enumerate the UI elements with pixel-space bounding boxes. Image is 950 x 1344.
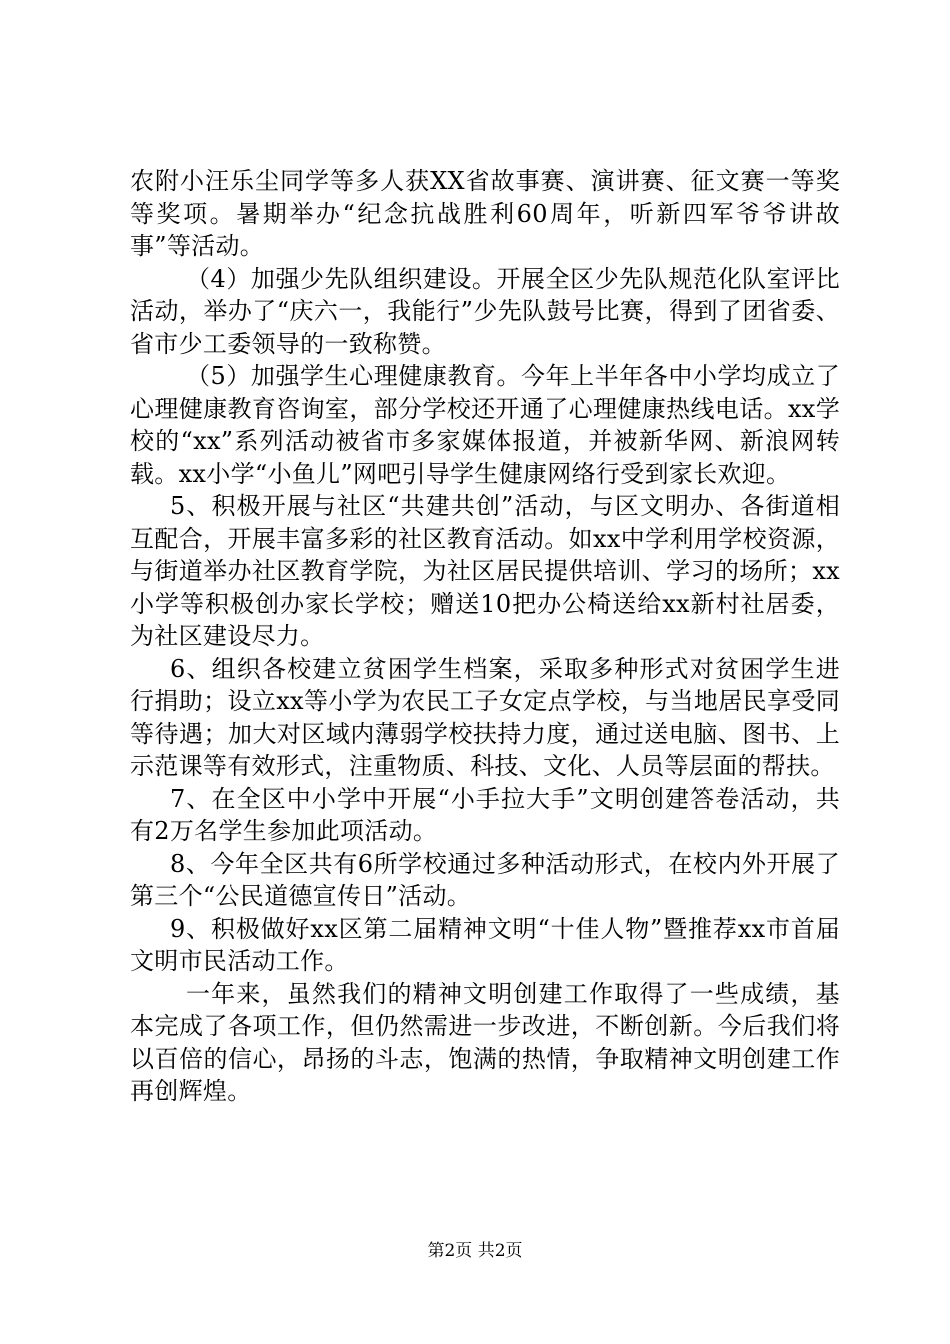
paragraph-continuation: 农附小汪乐尘同学等多人获XX省故事赛、演讲赛、征文赛一等奖等奖项。暑期举办“纪念抗战胜利60周年，听新四军爷爷讲故事”等活动。 [130, 167, 840, 260]
paragraph-item-5: （5）加强学生心理健康教育。今年上半年各中小学均成立了心理健康教育咨询室，部分学校还开通了心理健康热线电话。xx学校的“xx”系列活动被省市多家媒体报道，并被新华网、新浪网转载。xx小学“小鱼儿”网吧引导学生健康网络行受到家长欢迎。 [130, 362, 840, 488]
document-body [130, 165, 840, 1108]
paragraph-point-9: 9、积极做好xx区第二届精神文明“十佳人物”暨推荐xx市首届文明市民活动工作。 [130, 914, 840, 975]
paragraph-point-8: 8、今年全区共有6所学校通过多种活动形式，在校内外开展了第三个“公民道德宣传日”活动。 [130, 849, 840, 910]
page-footer: 第2页 共2页 [427, 1241, 523, 1261]
paragraph-point-5: 5、积极开展与社区“共建共创”活动，与区文明办、各街道相互配合，开展丰富多彩的社区教育活动。如xx中学利用学校资源，与街道举办社区教育学院，为社区居民提供培训、学习的场所；xx小学等积极创办家长学校；赠送10把办公椅送给xx新村社居委，为社区建设尽力。 [130, 492, 840, 650]
paragraph-conclusion: 一年来，虽然我们的精神文明创建工作取得了一些成绩，基本完成了各项工作，但仍然需进一步改进，不断创新。今后我们将以百倍的信心，昂扬的斗志，饱满的热情，争取精神文明创建工作再创辉煌。 [130, 979, 840, 1105]
paragraph-point-7: 7、在全区中小学中开展“小手拉大手”文明创建答卷活动，共有2万名学生参加此项活动。 [130, 784, 840, 845]
paragraph-point-6: 6、组织各校建立贫困学生档案，采取多种形式对贫困学生进行捐助；设立xx等小学为农民工子女定点学校，与当地居民享受同等待遇；加大对区域内薄弱学校扶持力度，通过送电脑、图书、上示范课等有效形式，注重物质、科技、文化、人员等层面的帮扶。 [130, 654, 840, 780]
paragraph-item-4: （4）加强少先队组织建设。开展全区少先队规范化队室评比活动，举办了“庆六一，我能行”少先队鼓号比赛，得到了团省委、省市少工委领导的一致称赞。 [130, 264, 840, 358]
